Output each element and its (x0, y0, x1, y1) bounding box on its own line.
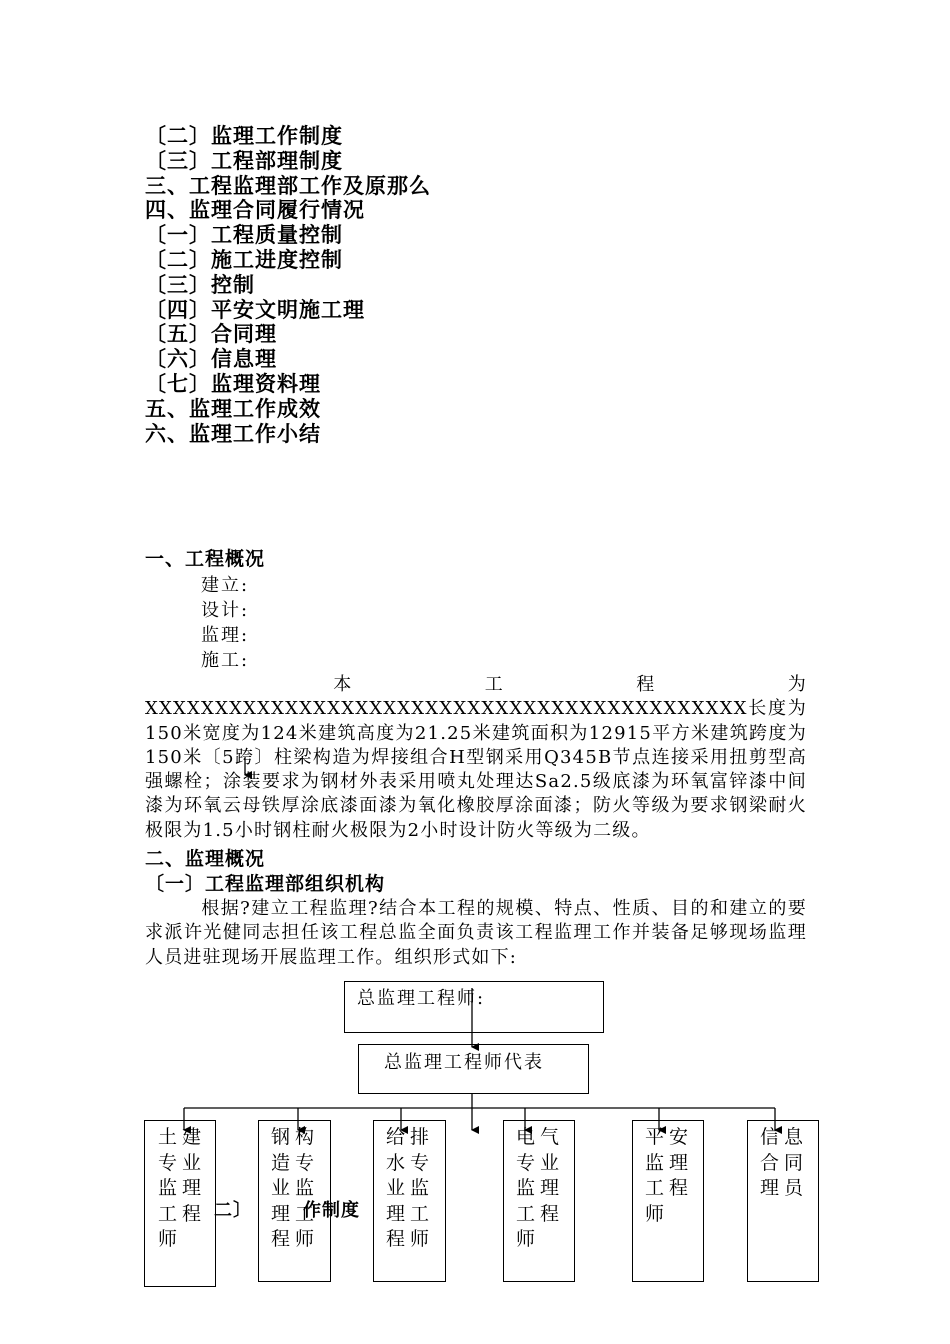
toc-item[interactable]: 〔一〕工程质量控制 (145, 223, 343, 248)
org-label-steel: 钢构造专业监理工程师 (271, 1126, 320, 1250)
toc-item[interactable]: 〔六〕信息理 (145, 347, 277, 372)
overlapping-heading-fragment: 二〕 (214, 1200, 252, 1221)
field-owner: 建立: (201, 575, 250, 596)
toc-item[interactable]: 三、工程监理部工作及原那么 (145, 173, 431, 198)
org-label-safety: 平安监理工程师 (645, 1126, 694, 1225)
toc-item[interactable]: 〔二〕监理工作制度 (145, 124, 343, 148)
field-design: 设计: (201, 600, 250, 621)
field-construction: 施工: (201, 650, 250, 671)
toc-item[interactable]: 〔二〕施工进度控制 (145, 247, 343, 272)
org-label-electrical: 电气专业监理工程师 (516, 1126, 565, 1250)
org-label-info-contract: 信息合同理员 (760, 1126, 809, 1199)
org-label-chief-engineer: 总监理工程师: (357, 988, 486, 1009)
section-heading-project-overview: 一、工程概况 (145, 548, 266, 570)
subheading-organization: 〔一〕工程监理部组织机构 (145, 873, 386, 895)
section-heading-supervision-overview: 二、监理概况 (145, 848, 266, 870)
toc-item[interactable]: 〔五〕合同理 (145, 322, 277, 347)
org-label-civil: 土建专业监理工程师 (158, 1126, 207, 1250)
org-label-deputy: 总监理工程师代表 (384, 1052, 544, 1073)
toc-item[interactable]: 六、监理工作小结 (145, 421, 321, 446)
overlapping-heading-fragment-2: 作制度 (303, 1200, 360, 1221)
org-label-plumbing: 给排水专业监理工程师 (386, 1126, 435, 1250)
toc-item[interactable]: 〔四〕平安文明施工理 (145, 297, 365, 322)
toc-item[interactable]: 〔三〕控制 (145, 272, 255, 297)
toc-item[interactable]: 四、监理合同履行情况 (145, 198, 365, 223)
toc-item[interactable]: 〔七〕监理资料理 (145, 371, 321, 396)
project-description-text: 本工程为XXXXXXXXXXXXXXXXXXXXXXXXXXXXXXXXXXXXXXXXXXX长度为150米宽度为124米建筑高度为21.25米建筑面积为12915平方米建筑跨度为150米〔5跨〕柱梁构造为焊接组合H型钢采用Q345B节点连接采用扭剪型高强螺栓；涂装要求为钢材外表采用喷丸处理达Sa2.5级底漆为环氧富锌漆中间漆为环氧云母铁厚涂底漆面漆为氧化橡胶厚涂面漆；防火等级为要求钢梁耐火极限为1.5小时钢柱耐火极限为2小时设计防火等级为二级。 (145, 674, 807, 841)
toc-item[interactable]: 〔三〕工程部理制度 (145, 148, 343, 173)
field-supervision: 监理: (201, 625, 250, 646)
toc-item[interactable]: 五、监理工作成效 (145, 396, 321, 421)
organization-text: 根据?建立工程监理?结合本工程的规模、特点、性质、目的和建立的要求派许光健同志担任该工程总监全面负责该工程监理工作并装备足够现场监理人员进驻现场开展监理工作。组织形式如下: (145, 898, 807, 968)
